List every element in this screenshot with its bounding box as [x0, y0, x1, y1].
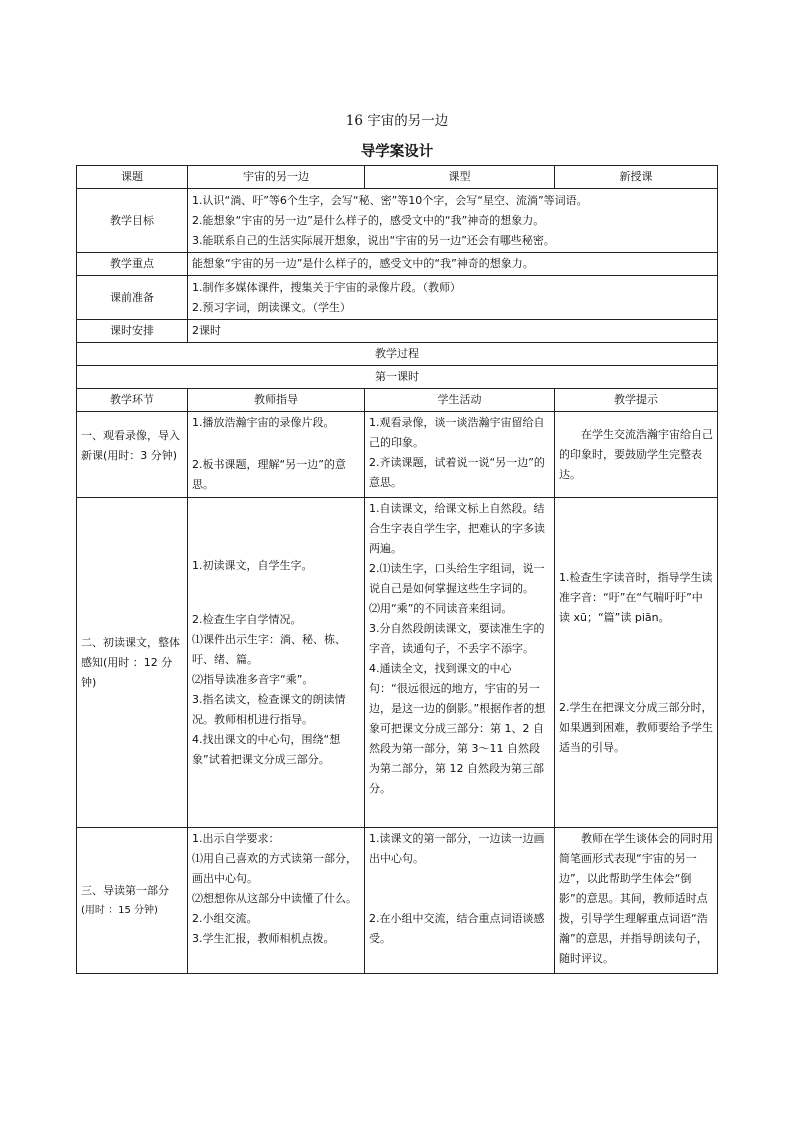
- goal-item: 3.能联系自己的生活实际展开想象，说出“宇宙的另一边”还会有哪些秘密。: [192, 233, 555, 247]
- lesson-plan-table: [76, 165, 718, 974]
- student-item: 3.分自然段朗读课文，要读准生字的字音，读通句子，不丢字不添字。: [369, 622, 545, 655]
- topic-value: 宇宙的另一边: [188, 166, 365, 189]
- teacher-item: 3.指名读文，检查课文的朗读情况。教师相机进行指导。: [192, 692, 346, 726]
- hours-value: 2课时: [188, 320, 718, 343]
- col-header-student: 学生活动: [365, 389, 555, 412]
- student-item: 2.在小组中交流，结合重点词语谈感受。: [369, 912, 545, 945]
- col-header-step: 教学环节: [77, 389, 188, 412]
- topic-label: 课题: [77, 166, 188, 189]
- step1-teacher: [188, 412, 365, 498]
- teacher-item: 4.找出课文的中心句，围绕“想象”试着把课文分成三部分。: [192, 732, 341, 766]
- student-item: ⑵用“乘”的不同读音来组词。: [369, 602, 513, 615]
- prep-item: 1.制作多媒体课件，搜集关于宇宙的录像片段。（教师）: [192, 280, 461, 294]
- step1-name: 一、观看录像，导入新课(用时：3 分钟): [77, 412, 188, 498]
- step2-student: [365, 498, 555, 828]
- prep-content: [188, 276, 718, 320]
- teacher-item: 1.出示自学要求：: [192, 832, 280, 845]
- col-header-teacher: 教师指导: [188, 389, 365, 412]
- type-label: 课型: [365, 166, 555, 189]
- type-value: 新授课: [555, 166, 718, 189]
- teacher-item: 1.播放浩瀚宇宙的录像片段。: [192, 416, 335, 429]
- focus-label: 教学重点: [77, 253, 188, 276]
- step3-time: (用时 ：15 分钟): [81, 904, 158, 916]
- goal-item: 2.能想象“宇宙的另一边”是什么样子的，感受文中的“我”神奇的想象力。: [192, 213, 545, 227]
- step3-title: 三、导读第一部分: [81, 883, 169, 897]
- step2-name: 二、初读课文，整体感知(用时 ：12 分钟): [77, 498, 188, 828]
- step3-teacher: [188, 828, 365, 974]
- step2-tips: [555, 498, 718, 828]
- step1-student: [365, 412, 555, 498]
- col-header-tip: 教学提示: [555, 389, 718, 412]
- goals-label: 教学目标: [77, 189, 188, 253]
- student-item: 1.读课文的第一部分，一边读一边画出中心句。: [369, 832, 545, 865]
- teacher-item: ⑴用自己喜欢的方式读第一部分，画出中心句。: [192, 852, 357, 885]
- process-title: 教学过程: [77, 343, 718, 366]
- student-item: 2.齐读课题，试着说一说“另一边”的意思。: [369, 456, 545, 489]
- student-item: 1.自读课文，给课文标上自然段。结合生字表自学生字，把难认的字多读两遍。: [369, 502, 545, 555]
- goals-content: [188, 189, 718, 253]
- lesson-title: 16 宇宙的另一边: [345, 113, 449, 129]
- teacher-item: ⑴课件出示生字：淌、秘、栋、吁、绪、篇。: [192, 632, 346, 666]
- hours-label: 课时安排: [77, 320, 188, 343]
- tip-text: 1.检查生字读音时，指导学生读准字音：“吁”在“气喘吁吁”中读 xū；“篇”读 piān。: [559, 570, 713, 624]
- step3-student: [365, 828, 555, 974]
- step3-tip: [555, 828, 718, 974]
- focus-content: 能想象“宇宙的另一边”是什么样子的，感受文中的“我”神奇的想象力。: [188, 253, 718, 276]
- student-item: 1.观看录像，谈一谈浩瀚宇宙留给自己的印象。: [369, 416, 545, 449]
- teacher-item: ⑵想想你从这部分中读懂了什么。: [192, 892, 357, 905]
- teacher-item: 1.初读课文，自学生字。: [192, 558, 313, 572]
- prep-label: 课前准备: [77, 276, 188, 320]
- teacher-item: ⑵指导读准多音字“乘”。: [192, 672, 314, 686]
- tip-text: 教师在学生谈体会的同时用简笔画形式表现“宇宙的另一边”，以此帮助学生体会“倒影”的意思。其间，教师适时点拨，引导学生理解重点词语“浩瀚”的意思，并指导朗读句子，随时评议。: [559, 832, 713, 965]
- goal-item: 1.认识“淌、吁”等6个生字，会写“秘、密”等10个字，会写“星空、流淌”等词语。: [192, 193, 588, 207]
- tip-text: 2.学生在把课文分成三部分时，如果遇到困难，教师要给予学生适当的引导。: [559, 700, 713, 754]
- document-subtitle: 导学案设计: [360, 143, 434, 160]
- prep-item: 2.预习字词，朗读课文。（学生）: [192, 300, 351, 314]
- step3-name: [77, 828, 188, 974]
- teacher-item: 3.学生汇报，教师相机点拨。: [192, 932, 335, 945]
- teacher-item: 2.检查生字自学情况。: [192, 612, 302, 626]
- step2-teacher: [188, 498, 365, 828]
- teacher-item: 2.板书课题，理解“另一边”的意思。: [192, 458, 346, 491]
- student-item: 4.通读全文，找到课文的中心句：“很远很远的地方，宇宙的另一边，是这一边的倒影。”根据作者的想象可把课文分成三部分：第 1、2 自然段为第一部分，第 3～11 自然段为第二部分，第 12 自然段为第三部分。: [369, 662, 546, 795]
- student-item: 2.⑴读生字，口头给生字组词，说一说自己是如何掌握这些生字词的。: [369, 562, 545, 595]
- teacher-item: 2.小组交流。: [192, 912, 258, 925]
- lesson-label: 第一课时: [77, 366, 718, 389]
- tip-text: 在学生交流浩瀚宇宙给自己的印象时，要鼓励学生完整表达。: [559, 427, 713, 481]
- step1-tip: [555, 412, 718, 498]
